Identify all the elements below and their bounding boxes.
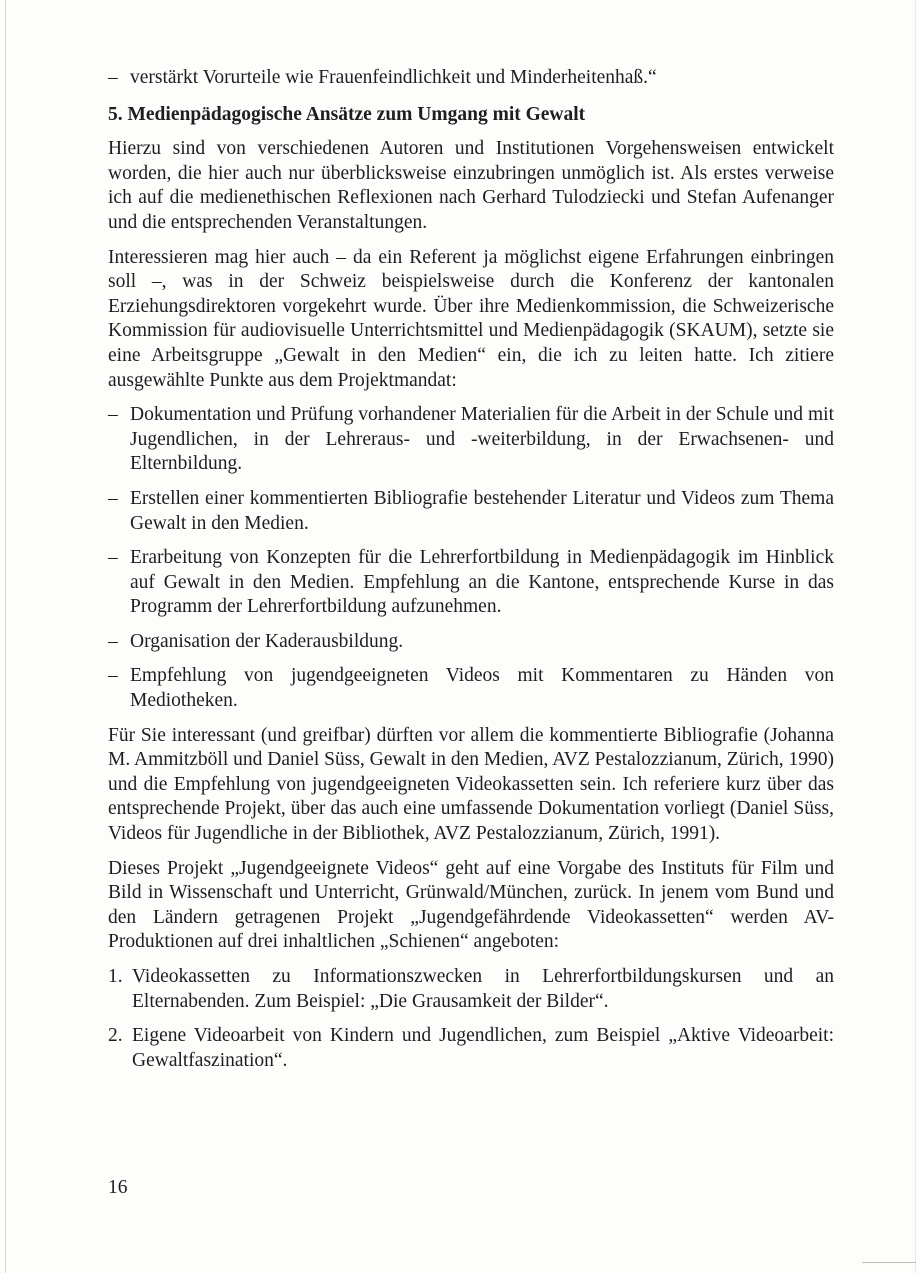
- list-item: [108, 630, 834, 655]
- list-item-lead: [108, 66, 834, 91]
- list-item-text: Dokumentation und Prüfung vorhandener Materialien für die Arbeit in der Schule und mit Jugendlichen, in der Lehreraus- und -weiterbildung, in der Erwachsenen- und Elternbildung.: [130, 404, 834, 475]
- list-bullet: –: [108, 547, 118, 569]
- numbered-item: [108, 1024, 834, 1073]
- paragraph-after-1: Für Sie interessant (und greifbar) dürften vor allem die kommentierte Bibliografie (Johanna M. Ammitzböll und Daniel Süss, Gewalt in den Medien, AVZ Pestalozzianum, Zürich, 1990) und die Empfehlung von jugendgeeigneten Videokassetten sein. Ich referiere kurz über das entsprechende Projekt, über das auch eine umfassende Dokumentation vorliegt (Daniel Süss, Videos für Jugendliche in der Bibliothek, AVZ Pestalozzianum, Zürich, 1991).: [108, 724, 834, 845]
- scan-edge-left: [5, 0, 6, 1273]
- list-item-text: Videokassetten zu Informationszwecken in Lehrerfortbildungskursen und an Elternabenden. Zum Beispiel: „Die Grausamkeit der Bilder“.: [132, 966, 834, 1012]
- list-bullet: –: [108, 665, 118, 687]
- list-bullet: –: [108, 67, 118, 88]
- list-item: [108, 403, 834, 477]
- list-bullet: –: [108, 487, 118, 509]
- list-number: 1.: [108, 966, 123, 987]
- page-body: [108, 66, 834, 1073]
- footer-rule: [862, 1262, 916, 1263]
- paragraph-after-2: Dieses Projekt „Jugendgeeignete Videos“ geht auf eine Vorgabe des Instituts für Film und Bild in Wissenschaft und Unterricht, Grünwald/München, zurück. In jenem vom Bund und den Ländern getragenen Projekt „Jugendgefährdende Videokassetten“ werden AV-Produktionen auf drei inhaltlichen „Schienen“ angeboten:: [108, 857, 834, 953]
- list-item-text: Erarbeitung von Konzepten für die Lehrerfortbildung in Medienpädagogik im Hinblick auf Gewalt in den Medien. Empfehlung an die Kantone, entsprechende Kurse in das Programm der Lehrerfortbildung aufzunehmen.: [130, 547, 834, 618]
- list-bullet: –: [108, 630, 118, 652]
- list-item: [108, 487, 834, 536]
- list-number: 2.: [108, 1025, 123, 1047]
- list-bullet: –: [108, 404, 118, 426]
- mandate-list: [108, 403, 834, 714]
- scan-edge-right: [915, 0, 916, 1273]
- paragraph-intro-1: Hierzu sind von verschiedenen Autoren und Institutionen Vorgehensweisen entwickelt worden, die hier auch nur überblicksweise einzubringen unmöglich ist. Als erstes verweise ich auf die medienethischen Reflexionen nach Gerhard Tulodziecki und Stefan Aufenanger und die entsprechenden Veranstaltungen.: [108, 138, 834, 233]
- page-number: 16: [108, 1177, 128, 1198]
- list-item-text: Erstellen einer kommentierten Bibliografie bestehender Literatur und Videos zum Thema Gewalt in den Medien.: [130, 487, 834, 534]
- list-item-text: verstärkt Vorurteile wie Frauenfeindlichkeit und Minderheitenhaß.“: [130, 67, 657, 88]
- section-heading: 5. Medienpädagogische Ansätze zum Umgang mit Gewalt: [108, 103, 586, 125]
- numbered-item: [108, 965, 834, 1014]
- numbered-list: [108, 965, 834, 1073]
- list-item-text: Empfehlung von jugendgeeigneten Videos mit Kommentaren zu Händen von Mediotheken.: [130, 665, 834, 712]
- paragraph-intro-2: Interessieren mag hier auch – da ein Referent ja möglichst eigene Erfahrungen einbringen soll –, was in der Schweiz beispielsweise durch die Konferenz der kantonalen Erziehungsdirektoren vorgekehrt wurde. Über ihre Medienkommission, die Schweizerische Kommission für audiovisuelle Unterrichtsmittel und Medienpädagogik (SKAUM), setzte sie eine Arbeitsgruppe „Gewalt in den Medien“ ein, die ich zu leiten hatte. Ich zitiere ausgewählte Punkte aus dem Projektmandat:: [108, 246, 834, 391]
- list-item-text: Organisation der Kaderausbildung.: [130, 630, 404, 652]
- list-item: [108, 546, 834, 620]
- list-item-text: Eigene Videoarbeit von Kindern und Jugendlichen, zum Beispiel „Aktive Videoarbeit: Gewaltfaszination“.: [132, 1025, 834, 1071]
- list-item: [108, 664, 834, 713]
